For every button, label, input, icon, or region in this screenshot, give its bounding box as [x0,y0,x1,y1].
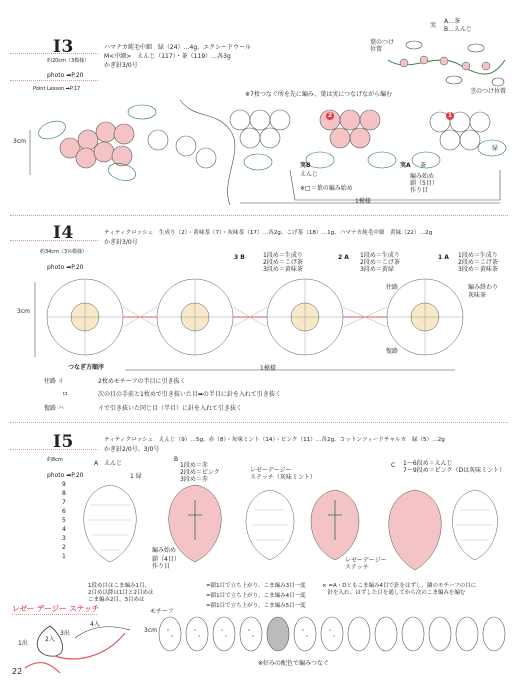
i4-divider [10,240,98,241]
i5-stitch-divider [12,614,97,615]
i3-size: 約20cm（3模様） [47,58,90,64]
i5-note-3: =鎖1目で立ち上がり、こま編み5目一度 [206,603,306,609]
i5-green: 1 緑 [130,473,142,480]
i3-divider [10,53,98,54]
i4-one-pattern: 1模様 [260,365,276,372]
i3-hook: かぎ針3/0号 [104,62,138,69]
i4-pattern-name: I4 [53,223,74,243]
i5-label-b: B [174,456,179,463]
i5-pattern-name: I5 [53,432,74,452]
i3-one-pattern: 1模様 [355,198,371,205]
i4-join3-text: イで引き抜いた同じ目（半目）に針を入れて引き抜く [98,405,243,412]
i3-circle-num-1: 1 [447,111,453,119]
i5-note-x: × =A・Dともこま編み4目で針をはずし、隣のモチーフの目に 針を入れ、はずした目を通してから次のこま編みを編む [322,583,477,596]
i3-mi-b: 実B [300,162,311,169]
i5-motif-note: ※好みの配色で編みつなぐ [258,660,329,667]
i4-join-title: つなぎ方順序 [68,364,105,371]
i5-label-c: C [391,462,396,469]
i3-enji: えんじ [300,171,319,178]
i4-motif-3b: 3 B [234,254,245,261]
i4-motif-1a: 1 A [438,254,449,261]
i5-label-a: A えんじ [94,460,123,467]
i3-leaf-detail: 鎖（5目） 作り目 [410,180,438,194]
i5-stitch-in4: 4入 [90,621,100,628]
i4-join1-label: 往路 イ [44,378,64,385]
i4-join2-label: ロ [62,391,69,398]
i4-outgoing: 往路 [386,284,399,291]
i5-lazy-daisy: レゼーデージー ステッチ [345,557,387,571]
i5-motif-3cm: 3cm [144,627,157,634]
i5-motif-label: モチーフ [150,608,174,615]
i5-yarn-line1: ティティクロッシェ えんじ（9）…5g、赤（8）・灰味ミント（14）・ピンク（11）…各2g、コットンツィードチャルカ 緑（5）…2g [104,437,445,443]
i3-pattern-name: I3 [53,37,74,57]
i3-leaf-start: 編み始め [410,173,435,180]
i5-motif-chain [160,612,510,657]
i4-motif-3b-rows: 1段め＝生成り 2段め＝こげ茶 3段め＝黄味茶 [263,252,303,273]
i5-strawberry-diagram [70,470,515,570]
i5-stitch-diagram [15,618,155,678]
i3-circle-num-2: 2 [327,111,333,119]
i4-grey: 灰味茶 [468,292,487,299]
i3-stem-diagram [380,30,510,100]
i3-height-3cm: 3cm [13,138,26,145]
i4-join3-label: 復路 ハ [44,405,64,412]
i4-motif-1a-rows: 1段め＝生成り 2段め＝こげ茶 3段め＝黄味茶 [458,252,498,273]
i3-main-diagram [30,100,518,210]
i5-stitch-in2: 2入 [45,636,55,643]
i4-hook: かぎ針3/0号 [104,239,138,246]
i3-green: 緑 [492,145,499,152]
i5-hook: かぎ針2/0号、3/0号 [104,446,160,453]
i5-divider [10,449,98,450]
i5-label-b-rows: 1段め＝赤 2段め＝ピンク 3段め＝赤 [180,462,220,483]
i4-join2-text: 次の目の手前と1枚めで引き抜いた目➡の半目に針を入れて引き抜く [98,391,281,398]
i3-legend-b: B…えんじ [444,26,473,33]
i4-motif-2a: 2 A [338,254,349,261]
i4-yarn-line1: ティティクロッシェ 生成り（2）・黄味茶（7）・灰味茶（17）…各2g、こげ茶（18）…1g、ハマナカ純毛中細 黄緑（22）…2g [104,230,433,236]
i5-start: 編み始め [152,547,177,554]
i3-cha: 茶 [420,162,427,169]
i5-note-2: =鎖1目で立ち上がり、こま編み4目一度 [206,593,306,599]
i3-legend-a: A…茶 [444,18,461,25]
i5-label-c-rows: 1～6段め＝えんじ 7～9段め＝ピンク（Dは灰味ミント） [403,460,506,474]
i3-yarn-line2: M<中細> えんじ（117）・茶（119）…各3g [104,53,231,60]
i4-ending: 編み終わり [468,284,499,291]
i5-note-first-text: 1段め目はこま編み1目、 2目め以降は1目と2目めは こま編み2目、3目めは [88,583,154,603]
i4-size: 約34cm（3½模様） [40,249,88,255]
i5-row-numbers: 9 8 7 6 5 4 3 2 1 [62,481,66,560]
i4-height-3cm: 3cm [17,308,30,315]
i4-motif-2a-rows: 1段め＝生成り 2段め＝こげ茶 3段め＝黄緑 [360,252,400,273]
i4-return: 復路 [386,348,399,355]
i5-note-1: =鎖1目で立ち上がり、こま編み3目一度 [206,583,306,589]
i3-photo-ref: photo ➡P.20 [47,72,84,79]
page-number: 22 [12,667,23,676]
i3-note-seven: ※7枚つなぐ所を先に編み、葉は実につなげながら編む [245,91,393,98]
i4-join1-text: 2枚めモチーフの半目に引き抜く [98,378,186,385]
i5-stitch-title: レゼー デージー ステッチ [12,604,100,613]
i3-stem-attach: 茎のつけ位置 [470,88,507,95]
i5-stitch-out1: 1出 [18,640,28,647]
i3-leaf-attach: 葉のつけ 位置 [370,39,395,53]
section-divider-1 [10,215,508,216]
i3-legend-mi: 実 [430,22,437,29]
i3-point-lesson: Point Lesson ➡P.17 [33,86,81,92]
section-divider-2 [10,422,508,423]
i5-chain-start: 鎖（4目） 作り目 [152,556,180,570]
i4-main-diagram [35,262,505,382]
i5-photo-ref: photo ➡P.20 [47,472,84,479]
i5-lazy-daisy-grey: レゼーデージー ステッチ（灰味ミント） [250,467,316,481]
i3-mi-a: 実A [400,162,411,169]
i3-leaf-note: ※□＝葉の編み始め [300,185,353,192]
i3-yarn-line1: ハマナカ純毛中細 緑（24）…4g、エクシードウール [104,44,252,51]
i5-stitch-out3: 3出 [60,630,70,637]
i4-photo-ref: photo ➡P.20 [47,264,84,271]
i3-divider-2 [10,80,98,81]
i5-size: 約8cm [47,457,63,463]
